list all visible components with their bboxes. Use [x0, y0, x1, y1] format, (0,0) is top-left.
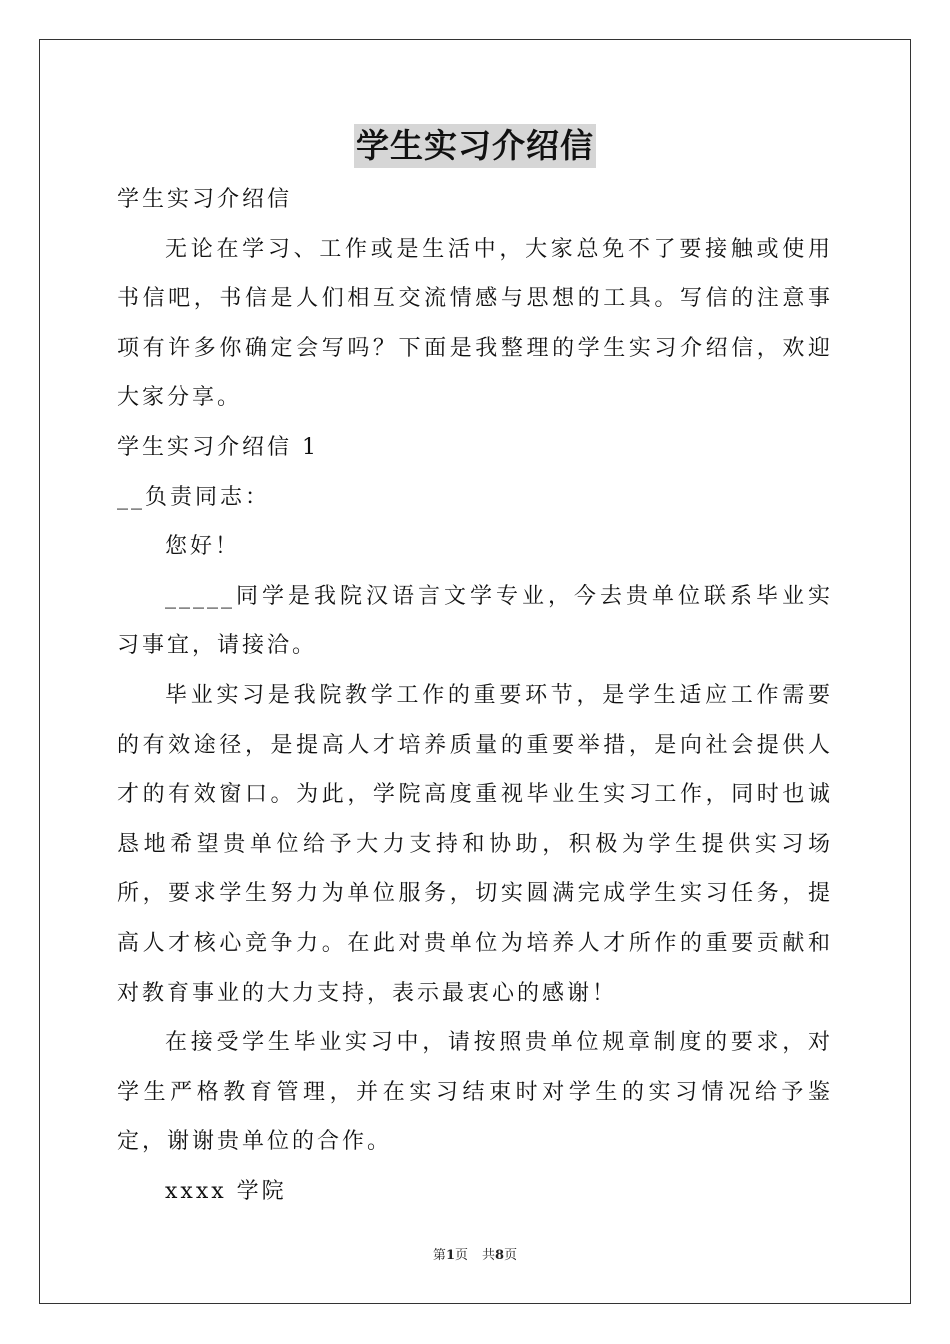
total-suffix: 页 — [504, 1248, 518, 1263]
document-body — [117, 175, 833, 1216]
total-prefix: 共 — [482, 1248, 496, 1263]
document-title: 学生实习介绍信 — [354, 124, 596, 168]
body-paragraph-2: 毕业实习是我院教学工作的重要环节，是学生适应工作需要的有效途径，是提高人才培养质量的重要举措，是向社会提供人才的有效窗口。为此，学院高度重视毕业生实习工作，同时也诚恳地希望贵单位给予大力支持和协助，积极为学生提供实习场所，要求学生努力为单位服务，切实圆满完成学生实习任务，提高人才核心竞争力。在此对贵单位为培养人才所作的重要贡献和对教育事业的大力支持，表示最衷心的感谢！ — [117, 682, 833, 1006]
title-container — [0, 124, 950, 168]
body-paragraph-3: 在接受学生毕业实习中，请按照贵单位规章制度的要求，对学生严格教育管理，并在实习结束时对学生的实习情况给予鉴定，谢谢贵单位的合作。 — [117, 1030, 833, 1155]
intro-paragraph: 无论在学习、工作或是生活中，大家总免不了要接触或使用书信吧，书信是人们相互交流情感与思想的工具。写信的注意事项有许多你确定会写吗？下面是我整理的学生实习介绍信，欢迎大家分享。 — [117, 236, 833, 411]
subtitle-paragraph: 学生实习介绍信 — [117, 187, 293, 212]
page-footer — [0, 1247, 950, 1265]
salutation: __负责同志： — [117, 484, 271, 510]
page-suffix: 页 — [454, 1248, 468, 1263]
page-total: 8 — [495, 1248, 505, 1263]
page-current: 1 — [445, 1248, 455, 1263]
page-prefix: 第 — [432, 1248, 446, 1263]
signature: xxxx 学院 — [165, 1178, 287, 1204]
body-paragraph-1: _____同学是我院汉语言文学专业，今去贵单位联系毕业实习事宜，请接洽。 — [117, 583, 833, 659]
section-heading: 学生实习介绍信 1 — [117, 434, 319, 460]
greeting: 您好！ — [165, 534, 241, 560]
